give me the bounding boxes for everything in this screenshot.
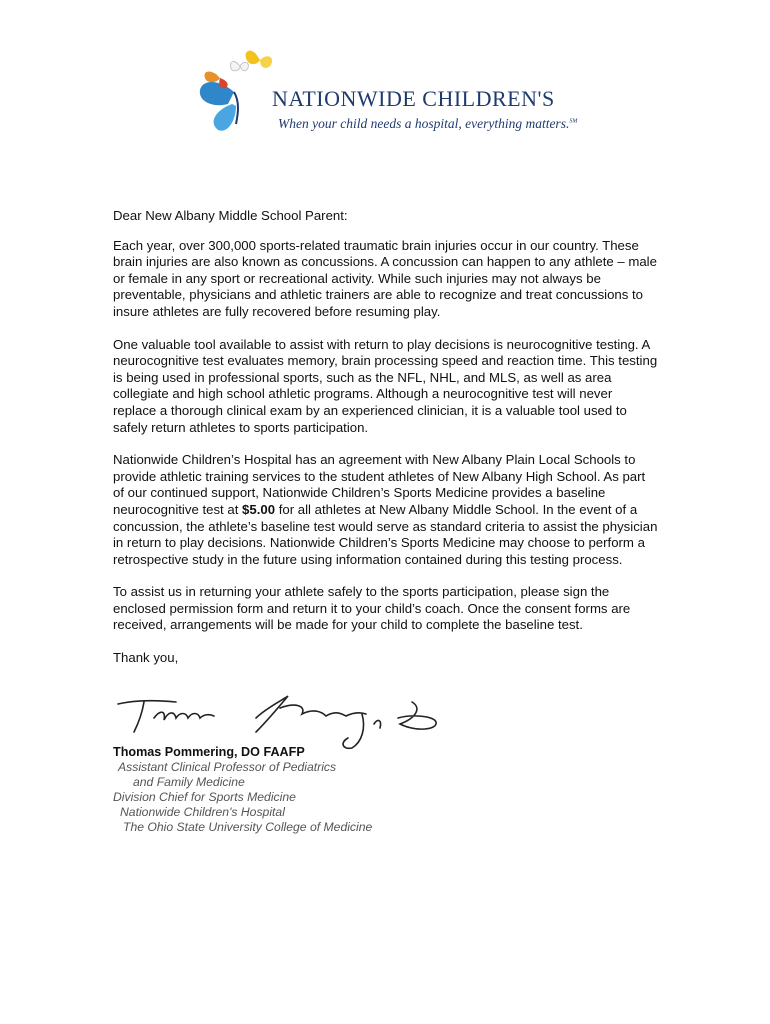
credential-line: Nationwide Children's Hospital (120, 805, 285, 819)
letter-body (113, 208, 658, 683)
signer-name: Thomas Pommering, DO FAAFP (113, 745, 305, 759)
credential-line: Assistant Clinical Professor of Pediatrics (118, 760, 337, 774)
paragraph-permission: To assist us in returning your athlete safely to the sports participation, please sign the enclosed permission form and return it to your child’s coach. Once the consent forms are received, arrangements will be made for your child to complete the baseline test. (113, 584, 631, 633)
butterfly-icon (198, 44, 278, 134)
paragraph-neurocognitive-testing: One valuable tool available to assist with return to play decisions is neurocognitive testing. A neurocognitive test evaluates memory, brain processing speed and reaction time. This testing is being used in professional sports, such as the NFL, NHL, and MLS, as well as area collegiate and high school athletic programs. Although a neurocognitive test will never replace a thorough clinical exam by an experienced clinician, it is a valuable tool used to safely return athletes to sports participation. (113, 336, 658, 435)
hospital-logo (198, 44, 578, 134)
credential-line: Division Chief for Sports Medicine (113, 790, 296, 804)
test-price: $5.00 (242, 501, 276, 517)
paragraph-concussions: Each year, over 300,000 sports-related traumatic brain injuries occur in our country. These brain injuries are also known as concussions. A concussion can happen to any athlete – male or female in any sport or recreational activity. While such injuries may not always be preventable, physicians and athletic trainers are able to recognize and treat concussions to insure athletes are fully recovered before resuming play. (113, 237, 657, 319)
paragraph-agreement: Nationwide Children’s Hospital has an agreement with New Albany Plain Local Schools to provide athletic training services to the student athletes of New Albany High School. As part of our continued support, Nationwide Children’s Sports Medicine provides a baseline neurocognitive test at $5.00 for all athletes at New Albany Middle School. In the event of a concussion, the athlete’s baseline test would serve as standard criteria to assist the physician in return to play decisions. Nationwide Children’s Sports Medicine may choose to perform a retrospective study in the future using information contained during this testing process. (113, 452, 658, 567)
service-mark: SM (569, 118, 578, 125)
logo-tagline: When your child needs a hospital, everything matters.℠ (278, 116, 578, 131)
credential-line: The Ohio State University College of Medicine (123, 820, 373, 834)
credential-line: and Family Medicine (133, 775, 245, 789)
closing: Thank you, (113, 650, 179, 666)
handwritten-signature (116, 688, 446, 752)
greeting: Dear New Albany Middle School Parent: (113, 208, 348, 223)
logo-wordmark: NATIONWIDE CHILDREN'S (272, 86, 555, 111)
